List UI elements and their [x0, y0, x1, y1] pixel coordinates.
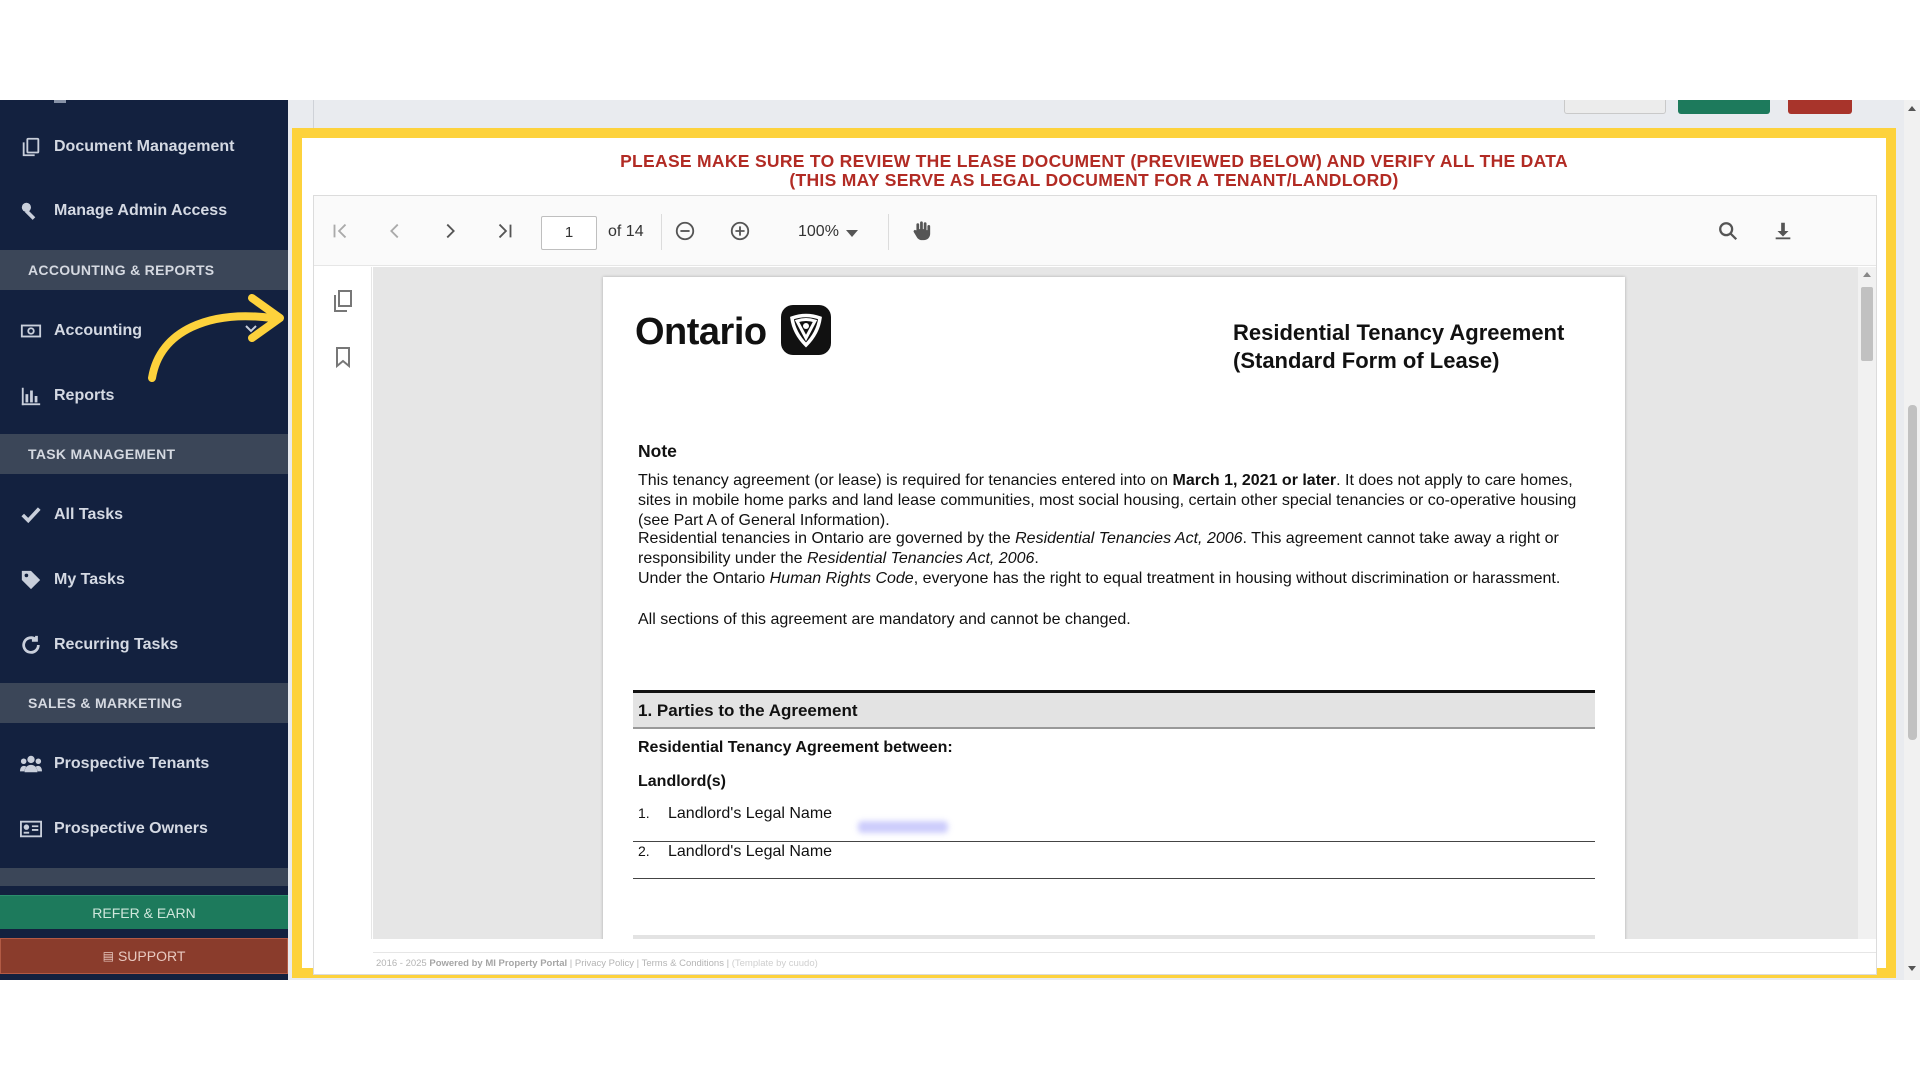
agreement-between-label: Residential Tenancy Agreement between:	[638, 739, 953, 756]
text-run: . It does not apply to care homes, sites in mobile home parks and land lease communities, most social housing, certain other special tenancies or co-operative housing (see Part A of General Information).	[638, 472, 1577, 529]
secondary-action-button[interactable]	[1564, 100, 1666, 114]
text-run-italic: Residential Tenancies Act, 2006	[1015, 530, 1243, 547]
first-page-icon[interactable]	[328, 219, 352, 243]
money-icon	[18, 320, 44, 342]
text-run-italic: Residential Tenancies Act, 2006	[806, 550, 1035, 567]
portal-footer	[373, 952, 1876, 974]
support-button[interactable]	[0, 938, 288, 974]
save-action-button[interactable]	[1678, 100, 1770, 114]
footer-template: (Template by cuudo)	[731, 958, 818, 969]
document-copy-icon	[18, 136, 44, 158]
annotation-arrow-icon	[140, 290, 290, 390]
text-run: .	[1034, 550, 1039, 567]
pan-hand-icon[interactable]	[909, 219, 933, 243]
pdf-viewer	[313, 195, 1877, 975]
key-icon	[18, 200, 44, 222]
lease-preview-highlight	[292, 128, 1896, 978]
zoom-out-icon[interactable]	[673, 219, 697, 243]
pdf-side-panel	[314, 267, 372, 939]
landlord-row-number: 1.	[638, 805, 650, 821]
thumbnails-icon[interactable]	[332, 289, 354, 313]
notice-line-1: PLEASE MAKE SURE TO REVIEW THE LEASE DOCUMENT (PREVIEWED BELOW) AND VERIFY ALL THE DATA	[620, 151, 1568, 171]
footer-powered-link[interactable]: Powered by MI Property Portal	[429, 958, 568, 969]
next-section-bar	[633, 935, 1595, 939]
ontario-trillium-logo-icon	[781, 305, 831, 355]
sidebar-item-label: Manage Admin Access	[54, 202, 228, 219]
footer-years: 2016 - 2025	[376, 958, 430, 969]
bar-chart-icon	[18, 385, 44, 407]
refer-and-earn-button[interactable]: REFER & EARN	[0, 895, 288, 929]
landlord-name-redacted	[858, 821, 948, 833]
pdf-toolbar	[314, 196, 1876, 266]
sidebar-item-document-management[interactable]	[0, 122, 288, 172]
book-icon: ▤	[102, 949, 114, 963]
section-header-task-management: TASK MANAGEMENT	[0, 434, 288, 474]
last-page-icon[interactable]	[493, 219, 517, 243]
toolbar-divider	[888, 214, 889, 250]
toolbar-divider	[661, 214, 662, 250]
scroll-down-arrow-icon[interactable]	[1908, 966, 1916, 971]
id-card-icon	[18, 818, 44, 840]
pdf-page	[603, 277, 1625, 939]
sidebar-item-prospective-owners[interactable]	[0, 804, 288, 854]
note-paragraph-1	[638, 471, 1598, 531]
sidebar-divider	[0, 868, 288, 886]
text-run: , everyone has the right to equal treatment in housing without discrimination or harassment.	[913, 570, 1561, 587]
pdf-document-area[interactable]	[373, 267, 1876, 939]
page-scroll-thumb[interactable]	[1908, 405, 1917, 740]
sidebar-item-label: Prospective Tenants	[54, 755, 210, 772]
sidebar-item-label: My Tasks	[54, 571, 125, 588]
note-paragraph-4: All sections of this agreement are mandatory and cannot be changed.	[638, 611, 1131, 628]
previous-page-icon[interactable]	[383, 219, 407, 243]
tag-icon	[18, 569, 44, 591]
ontario-brand-text: Ontario	[635, 311, 767, 353]
landlord-row-label: Landlord's Legal Name	[668, 805, 833, 822]
landlord-row-number: 2.	[638, 843, 650, 859]
landlord-row	[638, 805, 832, 823]
page-scrollbar[interactable]	[1904, 100, 1920, 980]
sidebar-item-label: Accounting	[54, 322, 142, 339]
text-run-bold: March 1, 2021 or later	[1172, 472, 1337, 489]
note-heading: Note	[638, 441, 677, 461]
app-window	[0, 100, 1920, 980]
text-run: This tenancy agreement (or lease) is required for tenancies entered into on	[638, 472, 1173, 489]
text-run: Residential tenancies in Ontario are governed by the	[638, 530, 1016, 547]
document-title-line-2: (Standard Form of Lease)	[1233, 348, 1500, 373]
sidebar-scroll-remnant	[54, 100, 66, 103]
sidebar-item-manage-admin-access[interactable]	[0, 186, 288, 236]
top-action-strip	[288, 100, 1920, 128]
delete-action-button[interactable]	[1788, 100, 1852, 114]
zoom-select[interactable]: 100%	[798, 223, 839, 240]
note-paragraph-2	[638, 529, 1598, 569]
support-label: SUPPORT	[117, 948, 186, 964]
document-title-line-1: Residential Tenancy Agreement	[1233, 320, 1565, 345]
section-header-accounting-reports: ACCOUNTING & REPORTS	[0, 250, 288, 290]
section-title: 1. Parties to the Agreement	[638, 701, 858, 720]
check-icon	[18, 504, 44, 526]
sidebar-item-all-tasks[interactable]	[0, 490, 288, 540]
page-number-input[interactable]: 1	[541, 216, 597, 250]
strip-divider	[313, 100, 314, 128]
next-page-icon[interactable]	[438, 219, 462, 243]
refresh-icon	[18, 634, 44, 656]
scroll-up-arrow-icon[interactable]	[1908, 106, 1916, 111]
document-title	[1233, 319, 1564, 375]
bookmark-icon[interactable]	[332, 345, 354, 369]
text-run-italic: Human Rights Code	[769, 570, 914, 587]
sidebar-item-my-tasks[interactable]	[0, 555, 288, 605]
sidebar	[0, 100, 288, 980]
download-icon[interactable]	[1771, 219, 1795, 243]
notice-line-2: (THIS MAY SERVE AS LEGAL DOCUMENT FOR A TENANT/LANDLORD)	[789, 170, 1399, 190]
zoom-dropdown-caret-icon[interactable]	[846, 230, 858, 237]
sidebar-item-label: Reports	[54, 387, 115, 404]
landlord-row-label: Landlord's Legal Name	[668, 843, 833, 860]
text-run: Under the Ontario	[638, 570, 770, 587]
text-run: . This agreement cannot take away a right or responsibility under the	[638, 530, 1559, 567]
landlords-heading: Landlord(s)	[638, 773, 726, 790]
pdf-scrollbar[interactable]	[1858, 267, 1876, 939]
note-paragraph-3	[638, 569, 1598, 589]
section-header-sales-marketing: SALES & MARKETING	[0, 683, 288, 723]
users-icon	[18, 753, 44, 775]
pdf-scroll-up-icon[interactable]	[1863, 272, 1871, 277]
zoom-in-icon[interactable]	[728, 219, 752, 243]
sidebar-item-prospective-tenants[interactable]	[0, 739, 288, 789]
landlord-row-rule	[633, 878, 1595, 879]
landlord-row-rule	[633, 841, 1595, 842]
sidebar-item-recurring-tasks[interactable]	[0, 620, 288, 670]
sidebar-item-label: Prospective Owners	[54, 820, 208, 837]
search-icon[interactable]	[1716, 219, 1740, 243]
landlord-row	[638, 843, 832, 861]
sidebar-item-label: Recurring Tasks	[54, 636, 179, 653]
pdf-scroll-thumb[interactable]	[1861, 287, 1873, 361]
page-count-label: of 14	[608, 223, 644, 240]
footer-links[interactable]: | Privacy Policy | Terms & Conditions |	[567, 958, 732, 969]
sidebar-item-label: Document Management	[54, 138, 235, 155]
lease-review-notice	[302, 152, 1886, 190]
sidebar-item-label: All Tasks	[54, 506, 124, 523]
